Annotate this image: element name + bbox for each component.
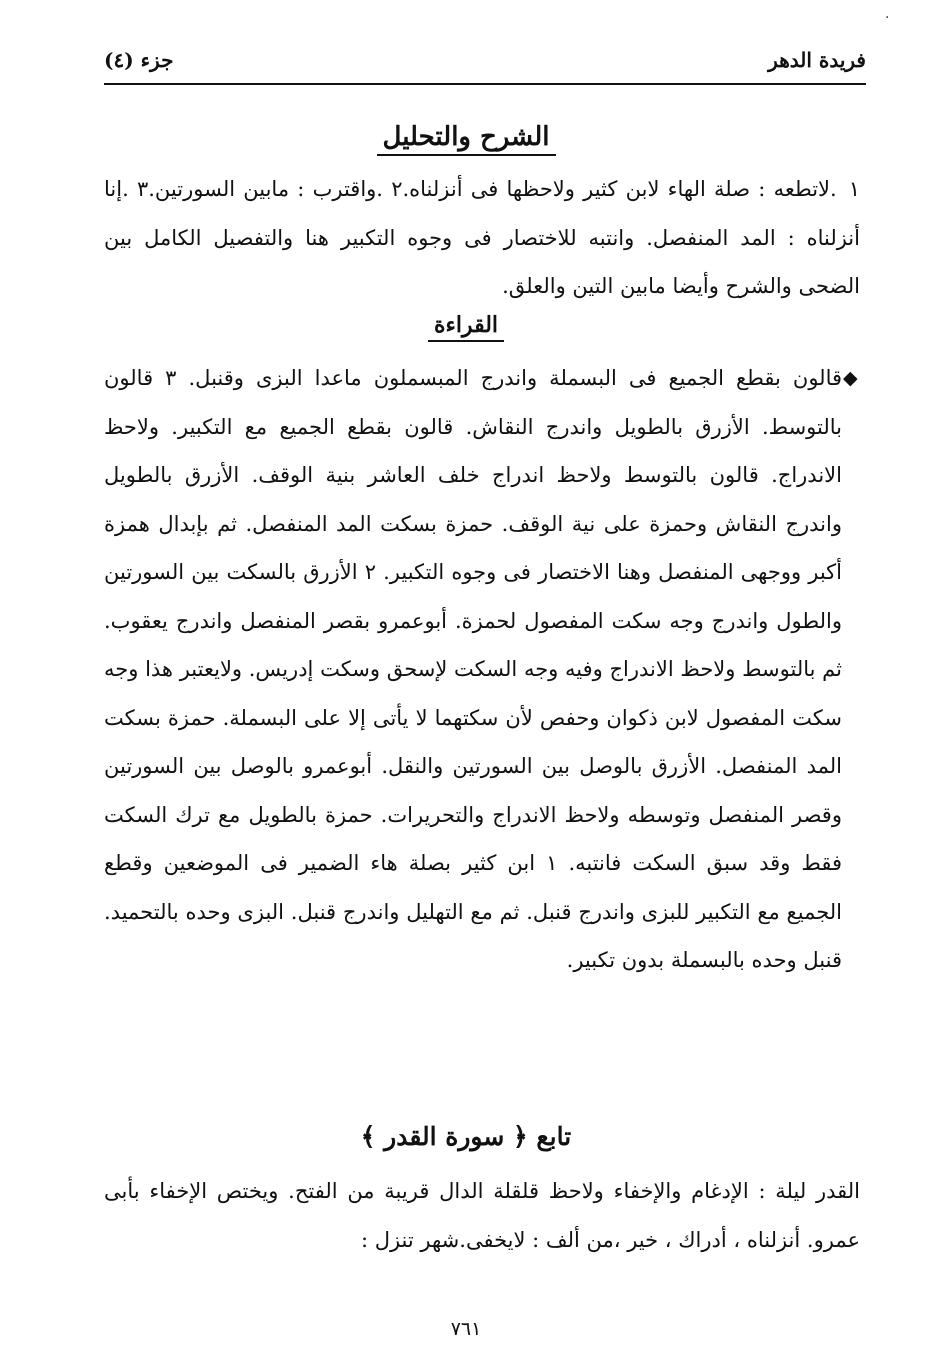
heading-surah [0, 1122, 932, 1153]
heading-surah-text: تابع ﴿ سورة القدر ﴾ [360, 1122, 572, 1151]
sharh-text: .لاتطعه : صلة الهاء لابن كثير ولاحظها فى أنزلناه.٢ .واقترب : مابين السورتين.٣ .إنا أنزلناه : المد المنفصل. وانتبه للاختصار فى وجوه التكبير هنا والتفصيل الكامل بين الضحى والشرح وأيضا مابين التين والعلق. [104, 177, 860, 298]
book-title: فريدة الدهر [768, 48, 866, 72]
sharh-paragraph [104, 165, 860, 311]
stray-mark: · [885, 10, 890, 26]
surah-paragraph: القدر ليلة : الإدغام والإخفاء ولاحظ قلقلة الدال قريبة من الفتح. ويختص الإخفاء بأبى عمرو. أنزلناه ، أدراك ، خير ،من ألف : لايخفى.شهر تنزل : [104, 1179, 860, 1252]
running-header [104, 42, 866, 82]
page-number: ٧٦١ [450, 1318, 482, 1340]
header-rule [104, 83, 866, 85]
part-label: جزء (٤) [104, 48, 174, 72]
sharh-number: ١ [848, 177, 860, 201]
heading-qiraa [0, 312, 932, 342]
diamond-bullet-icon: ◆ [843, 367, 858, 389]
heading-sharh [0, 122, 932, 156]
heading-sharh-text: الشرح والتحليل [377, 122, 556, 156]
qiraa-paragraph: قالون بقطع الجميع فى البسملة واندرج المبسملون ماعدا البزى وقنبل. ٣ قالون بالتوسط. الأزرق بالطويل واندرج النقاش. قالون بقطع الجميع مع التكبير. ولاحظ الاندراج. قالون بالتوسط ولاحظ اندراج خلف العاشر بنية الوقف. الأزرق بالطويل واندرج النقاش وحمزة على نية الوقف. حمزة بسكت المد المنفصل. ثم بإبدال همزة أكبر ووجهى المنفصل وهنا الاختصار فى وجوه التكبير. ٢ الأزرق بالسكت بين السورتين والطول واندرج وجه سكت المفصول لحمزة. أبوعمرو بقصر المنفصل واندرج يعقوب. ثم بالتوسط ولاحظ الاندراج وفيه وجه السكت لإسحق وسكت إدريس. ولايعتبر هذا وجه سكت المفصول لابن ذكوان وحفص لأن سكتهما لا يأتى إلا على البسملة. حمزة بسكت المد المنفصل. الأزرق بالوصل بين السورتين والنقل. أبوعمرو بالوصل بين السورتين وقصر المنفصل وتوسطه ولاحظ الاندراج والتحريرات. حمزة بالطويل مع ترك السكت فقط وقد سبق السكت فانتبه. ١ ابن كثير بصلة هاء الضمير فى الموضعين وقطع الجميع مع التكبير للبزى واندرج قنبل. ثم مع التهليل واندرج قنبل. البزى وحده بالتحميد. قنبل وحده بالبسملة بدون تكبير. [104, 366, 843, 972]
heading-qiraa-text: القراءة [428, 312, 504, 342]
